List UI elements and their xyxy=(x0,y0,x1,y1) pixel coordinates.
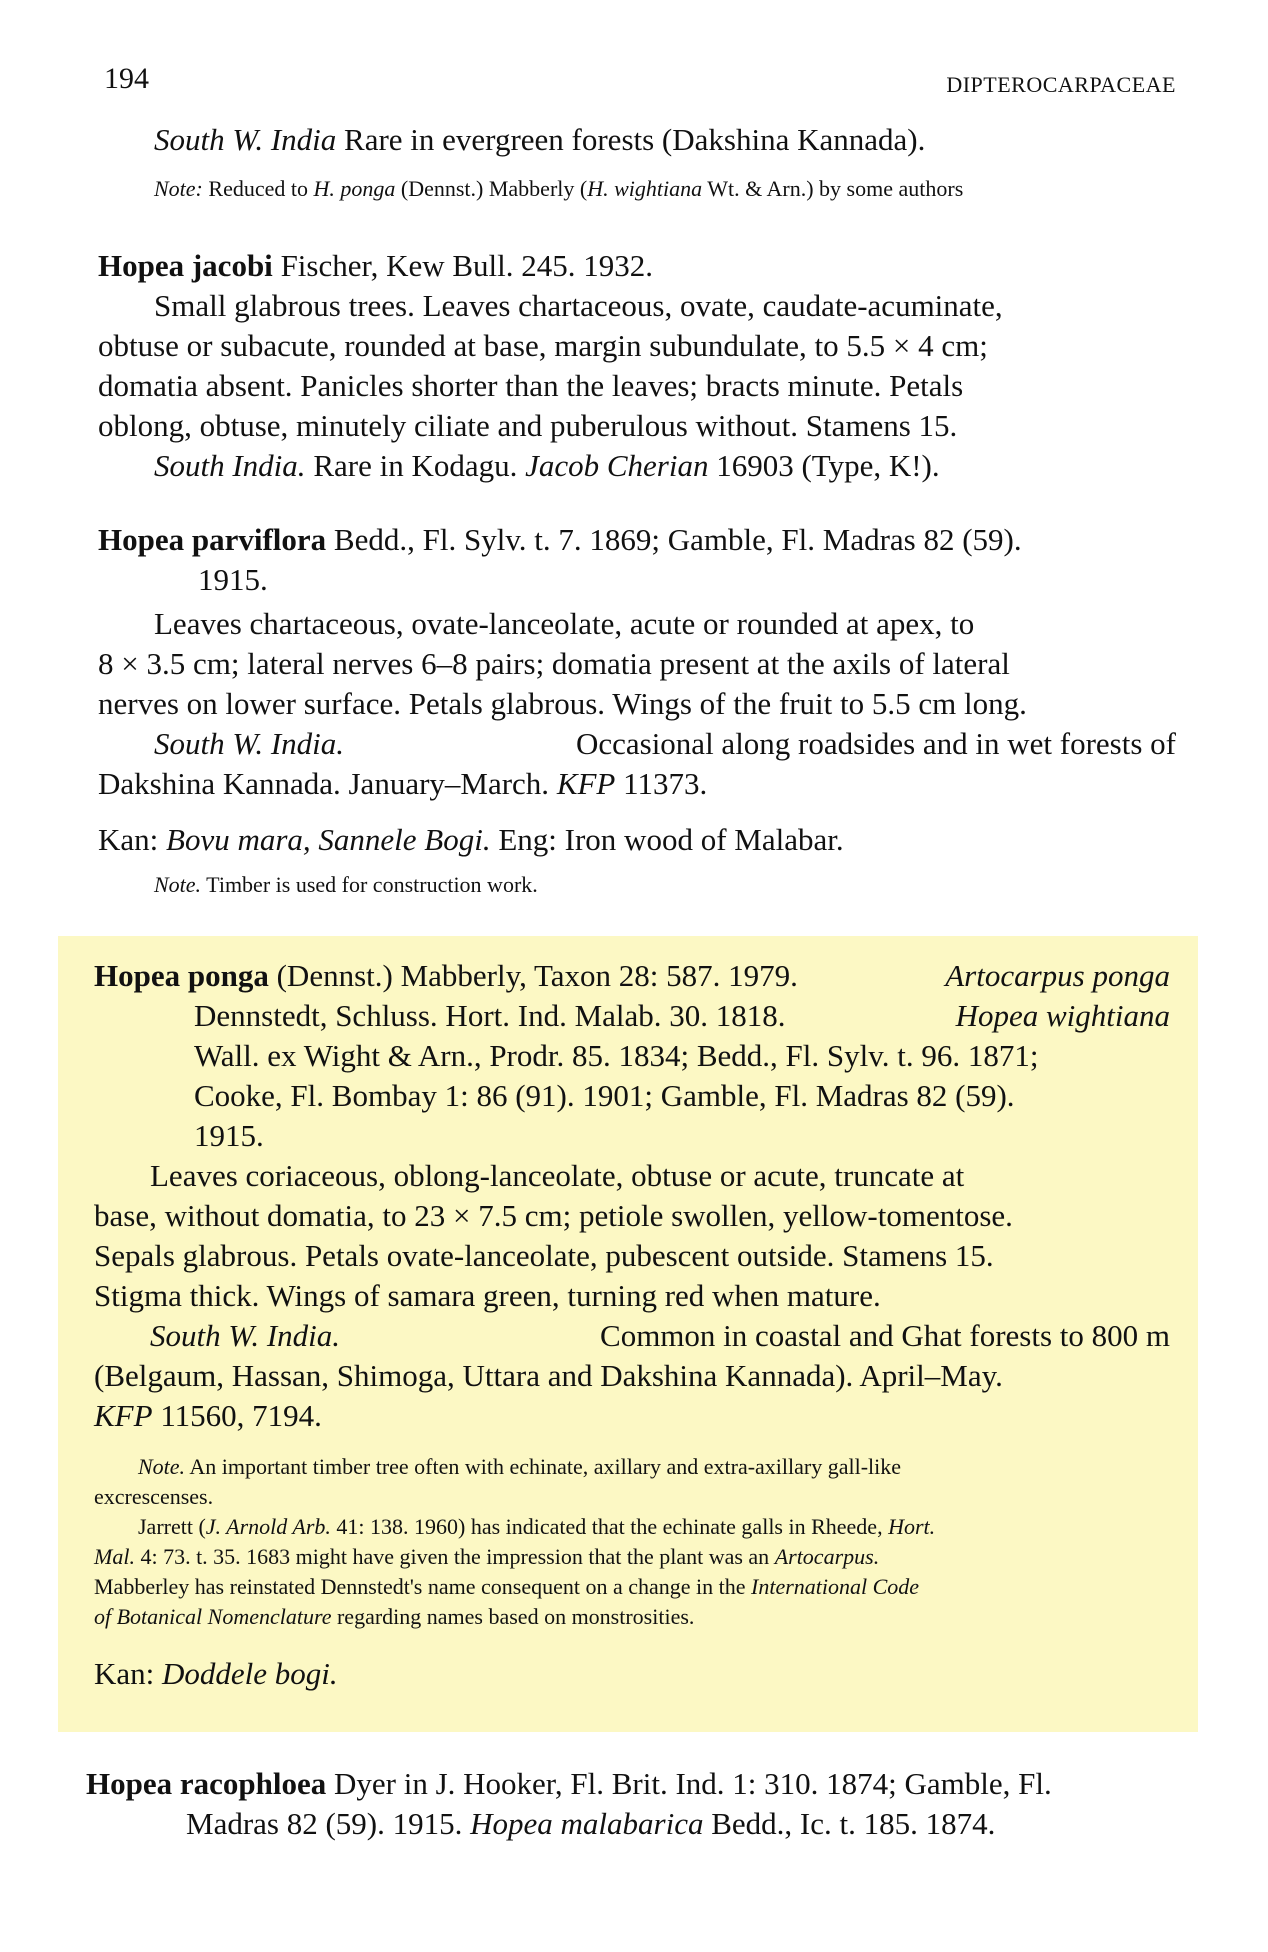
description-line: oblong, obtuse, minutely ciliate and puberulous without. Stamens 15. xyxy=(98,408,958,443)
description-line: Sepals glabrous. Petals ovate-lanceolate, pubescent outside. Stamens 15. xyxy=(94,1238,994,1273)
vernacular-names: Kan: Doddele bogi. xyxy=(94,1656,338,1691)
top-note: Note: Reduced to H. ponga (Dennst.) Mabberly (H. wightiana Wt. & Arn.) by some authors xyxy=(154,176,964,201)
description-line: Leaves chartaceous, ovate-lanceolate, acute or rounded at apex, to xyxy=(154,606,975,641)
entry-hopea-jacobi xyxy=(98,246,1176,486)
description-line: base, without domatia, to 23 × 7.5 cm; petiole swollen, yellow-tomentose. xyxy=(94,1198,1013,1233)
description-line: nerves on lower surface. Petals glabrous. Wings of the fruit to 5.5 cm long. xyxy=(98,686,1027,721)
species-name: Hopea racophloea xyxy=(86,1766,327,1801)
citation: Fischer, Kew Bull. 245. 1932. xyxy=(280,248,654,283)
distribution: South W. India. Common in coastal and Ghat forests to 800 m xyxy=(150,1318,1170,1353)
note-label: Note: xyxy=(154,176,203,201)
distribution: South W. India. Occasional along roadsides and in wet forests of xyxy=(154,726,1176,761)
dist-region: South W. India xyxy=(154,122,337,157)
top-section xyxy=(98,120,1176,204)
dist-text: Rare in evergreen forests (Dakshina Kannada). xyxy=(344,122,926,157)
species-heading: Hopea racophloea Dyer in J. Hooker, Fl. Brit. Ind. 1: 310. 1874; Gamble, Fl. xyxy=(86,1766,1052,1801)
notes: Note. An important timber tree often with echinate, axillary and extra-axillary gall-like excrescenses. Jarrett (J. Arnold Arb. 41: 138. 1960) has indicated that the echinate galls in Rheede, Hort. Mal. 4: 73. t. 35. 1683 might have given the impression that the plant was an Artocarpus. Mabberley has reinstated Dennstedt's name consequent on a change in the International Code of Botanical Nomenclature regarding names based on monstrosities. xyxy=(94,1454,936,1629)
entry-hopea-ponga: Hopea ponga (Dennst.) Mabberly, Taxon 28: 587. 1979. Artocarpus ponga Dennstedt, Schluss. Hort. Ind. Malab. 30. 1818. Hopea wightiana Wall. ex Wight & Arn., Prodr. 85. 1834; Bedd., Fl. Sylv. t. 96. 1871; Cooke, Fl. Bombay 1: 86 (91). 1901; Gamble, Fl. Madras 82 (59). 1915. Leaves coriaceous, oblong-lanceolate, obtuse or acute, truncate at base, without domatia, to 23 × 7.5 cm; petiole swollen, yellow-tomentose. Sepals glabrous. Petals ovate-lanceolate, pubescent outside. Stamens 15. Stigma thick. Wings of samara green, turning red when mature. South W. India. Common in coastal and Ghat forests to 800 m (Belgaum, Hassan, Shimoga, Uttara and Dakshina Kannada). April–May. KFP 11560, 7194. Note. An important timber tree often with echinate, axillary and extra-axillary gall-like excrescenses. Jarrett (J. Arnold Arb. 41: 138. 1960) has indicated that the echinate galls in Rheede, Hort. Mal. 4: 73. t. 35. 1683 might have given the impression that the plant was an Artocarpus. Mabberley has reinstated Dennstedt's name consequent on a change in the International Code of Botanical Nomenclature regarding names based on monstrosities. Kan: Doddele bogi. xyxy=(94,956,1170,1694)
distribution: South India. Rare in Kodagu. Jacob Cherian 16903 (Type, K!). xyxy=(154,448,940,483)
description-line: 8 × 3.5 cm; lateral nerves 6–8 pairs; domatia present at the axils of lateral xyxy=(98,646,1010,681)
note: Note. Timber is used for construction work. xyxy=(154,872,538,897)
entry-hopea-racophloea: Hopea racophloea Dyer in J. Hooker, Fl. Brit. Ind. 1: 310. 1874; Gamble, Fl. Madras 82 (59). 1915. Hopea malabarica Bedd., Ic. t. 185. 1874. xyxy=(86,1764,1170,1844)
species-name: Hopea ponga xyxy=(94,958,269,993)
description-line: obtuse or subacute, rounded at base, margin subundulate, to 5.5 × 4 cm; xyxy=(98,328,988,363)
description-line: Leaves coriaceous, oblong-lanceolate, obtuse or acute, truncate at xyxy=(150,1158,965,1193)
entry-hopea-parviflora: Hopea parviflora Bedd., Fl. Sylv. t. 7. 1869; Gamble, Fl. Madras 82 (59). 1915. Leaves chartaceous, ovate-lanceolate, acute or rounded at apex, to 8 × 3.5 cm; lateral nerves 6–8 pairs; domatia present at the axils of lateral nerves on lower surface. Petals glabrous. Wings of the fruit to 5.5 cm long. South W. India. Occasional along roadsides and in wet forests of Dakshina Kannada. January–March. KFP 11373. Kan: Bovu mara, Sannele Bogi. Eng: Iron wood of Malabar. Note. Timber is used for construction work. xyxy=(98,520,1176,900)
page-number: 194 xyxy=(104,62,149,95)
description-line: Stigma thick. Wings of samara green, turning red when mature. xyxy=(94,1278,881,1313)
species-heading: Hopea parviflora Bedd., Fl. Sylv. t. 7. 1869; Gamble, Fl. Madras 82 (59). xyxy=(98,522,1022,557)
species-name: Hopea parviflora xyxy=(98,522,327,557)
running-header-family: DIPTEROCARPACEAE xyxy=(946,72,1176,97)
species-heading: Hopea ponga (Dennst.) Mabberly, Taxon 28: 587. 1979. Artocarpus ponga xyxy=(94,958,1170,993)
top-distribution xyxy=(98,120,1176,160)
species-name: Hopea jacobi xyxy=(98,248,273,283)
vernacular-names: Kan: Bovu mara, Sannele Bogi. Eng: Iron wood of Malabar. xyxy=(98,822,844,857)
description-line: domatia absent. Panicles shorter than the leaves; bracts minute. Petals xyxy=(98,368,964,403)
description-line: Small glabrous trees. Leaves chartaceous, ovate, caudate-acuminate, xyxy=(154,288,1003,323)
species-heading xyxy=(98,246,1176,286)
